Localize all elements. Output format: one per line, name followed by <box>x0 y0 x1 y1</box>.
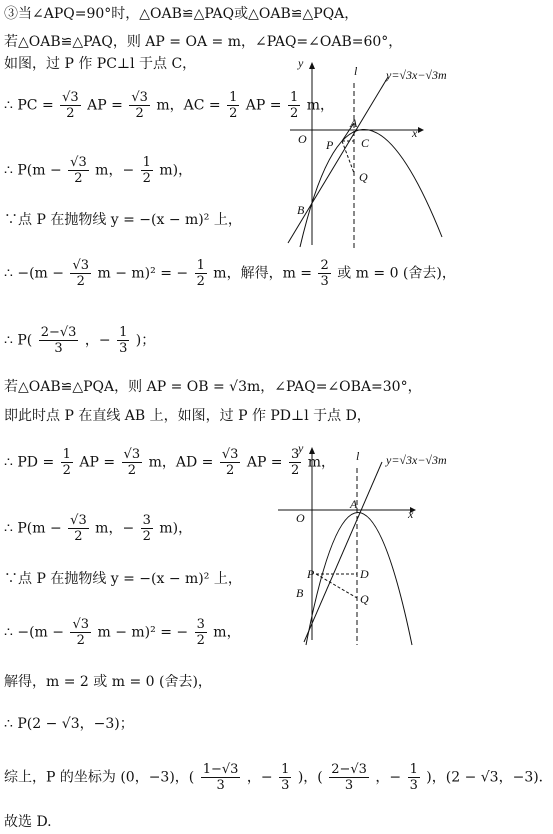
denominator: 2 <box>289 106 299 121</box>
numerator: 1 <box>62 447 71 462</box>
denominator: 2 <box>127 463 136 478</box>
text: m，AD = <box>148 454 214 471</box>
denominator: 3 <box>216 778 225 793</box>
fraction <box>220 447 241 478</box>
numerator: 1 <box>119 325 128 340</box>
numerator: 3 <box>196 617 205 632</box>
label-line-eq: y=√3x−√3m <box>386 68 447 82</box>
fraction <box>227 90 239 121</box>
text: 或 m = 0 (舍去)， <box>337 265 456 282</box>
text: )； <box>135 332 156 349</box>
denominator: 2 <box>76 633 85 648</box>
numerator: √3 <box>123 447 141 462</box>
fraction <box>60 90 81 121</box>
denominator: 2 <box>229 106 238 121</box>
text-line-16: ∴ P(2 − √3，−3)； <box>4 716 134 732</box>
denominator: 3 <box>409 778 418 793</box>
text: m， <box>307 454 336 471</box>
fraction <box>61 447 73 478</box>
text-line-2: 若△OAB≌△PAQ，则 AP = OA = m，∠PAQ=∠OAB=60°， <box>4 34 403 50</box>
numerator: 1 <box>142 155 151 170</box>
numerator: 2−√3 <box>331 762 367 777</box>
denominator: 2 <box>291 463 300 478</box>
numerator: 3 <box>142 513 151 528</box>
label-x: x <box>408 507 414 521</box>
text: ∴ PC = <box>4 97 54 114</box>
text-line-6: ∵点 P 在抛物线 y = −(x − m)² 上， <box>4 212 242 228</box>
text: ∴ P(m − <box>4 520 62 537</box>
text: AP = <box>87 97 123 114</box>
fraction <box>122 447 143 478</box>
text: m − m)² = − <box>97 624 189 641</box>
fraction <box>39 325 79 356</box>
label-l: l <box>356 449 360 463</box>
text-line-5 <box>4 155 192 186</box>
label-o: O <box>296 511 305 525</box>
label-c: C <box>361 136 370 150</box>
fraction <box>279 762 291 793</box>
denominator: 2 <box>66 106 75 121</box>
denominator: 2 <box>196 274 205 289</box>
numerator: 1 <box>196 258 205 273</box>
fraction <box>117 325 129 356</box>
y-axis-arrow-icon <box>309 62 315 69</box>
text: )，(2 − √3，−3)． <box>426 769 553 786</box>
text-line-7 <box>4 258 456 289</box>
text: m， <box>213 624 241 641</box>
text-line-9: 若△OAB≌△PQA，则 AP = OB = √3m，∠PAQ=∠OBA=30°， <box>4 379 422 395</box>
text-line-13: ∵点 P 在抛物线 y = −(x − m)² 上， <box>4 571 242 587</box>
label-a: A <box>350 497 358 511</box>
fraction <box>329 762 369 793</box>
fraction <box>129 90 150 121</box>
text: m，− <box>95 162 135 179</box>
text: m − m)² = − <box>97 265 189 282</box>
label-p: P <box>307 567 315 581</box>
numerator: √3 <box>72 258 90 273</box>
denominator: 3 <box>119 341 128 356</box>
fraction <box>68 513 89 544</box>
text: ，− <box>375 769 402 786</box>
segment-pq <box>342 141 354 173</box>
label-y: y <box>298 56 304 70</box>
text-line-8 <box>4 325 155 356</box>
label-y: y <box>298 441 304 455</box>
denominator: 3 <box>281 778 290 793</box>
numerator: 1 <box>281 762 290 777</box>
text-line-14 <box>4 617 241 648</box>
text: ∴ −(m − <box>4 624 65 641</box>
text-line-15: 解得，m = 2 或 m = 0 (舍去)， <box>4 674 212 690</box>
segment-pq <box>316 574 357 598</box>
label-p: P <box>326 138 334 152</box>
line-ab <box>304 462 382 642</box>
text-line-12 <box>4 513 192 544</box>
denominator: 2 <box>142 529 151 544</box>
numerator: 2−√3 <box>40 325 77 340</box>
denominator: 2 <box>225 463 235 478</box>
text: ，− <box>246 769 273 786</box>
denominator: 2 <box>142 171 151 186</box>
fraction <box>195 258 207 289</box>
numerator: 1 <box>289 90 299 105</box>
text: ∴ P(m − <box>4 162 62 179</box>
numerator: √3 <box>62 90 79 105</box>
figure-2 <box>272 440 472 650</box>
text: ∴ P( <box>4 332 33 349</box>
denominator: 2 <box>62 463 71 478</box>
denominator: 2 <box>74 171 83 186</box>
text: AP = <box>79 454 116 471</box>
line-ab <box>288 77 388 243</box>
label-b: B <box>297 203 305 217</box>
numerator: 1 <box>229 90 238 105</box>
fraction <box>318 258 330 289</box>
denominator: 3 <box>344 778 354 793</box>
text: AP = <box>246 454 283 471</box>
numerator: √3 <box>131 90 148 105</box>
label-a: A <box>350 116 358 130</box>
label-d: D <box>360 567 369 581</box>
x-axis-arrow-icon <box>418 127 424 133</box>
fraction <box>141 155 153 186</box>
text: 综上，P 的坐标为 (0，−3)，( <box>4 769 195 786</box>
denominator: 2 <box>135 106 144 121</box>
fraction <box>141 513 153 544</box>
label-l: l <box>354 64 358 78</box>
numerator: 1 <box>409 762 418 777</box>
label-q: Q <box>359 170 368 184</box>
label-x: x <box>412 126 418 140</box>
text: m，解得，m = <box>213 265 313 282</box>
denominator: 3 <box>54 341 63 356</box>
text: m，− <box>95 520 135 537</box>
numerator: 3 <box>291 447 300 462</box>
figure-1 <box>270 55 480 255</box>
numerator: √3 <box>70 513 87 528</box>
text-line-17 <box>4 762 553 793</box>
fraction <box>68 155 89 186</box>
text: m)， <box>159 520 193 537</box>
numerator: √3 <box>72 617 90 632</box>
text-line-1: ③当∠APQ=90°时，△OAB≌△PAQ或△OAB≌△PQA， <box>4 6 359 22</box>
label-o: O <box>298 132 307 146</box>
denominator: 2 <box>76 274 85 289</box>
text: )，( <box>297 769 323 786</box>
text-line-10: 即此时点 P 在直线 AB 上，如图，过 P 作 PD⊥l 于点 D， <box>4 408 371 424</box>
text: ∴ PD = <box>4 454 55 471</box>
text-line-3: 如图，过 P 作 PC⊥l 于点 C， <box>4 56 197 72</box>
label-b: B <box>296 586 304 600</box>
numerator: √3 <box>70 155 87 170</box>
parabola <box>306 513 412 646</box>
fraction <box>408 762 420 793</box>
denominator: 2 <box>196 633 205 648</box>
label-line-eq: y=√3x−√3m <box>386 453 447 467</box>
text-line-18: 故选 D. <box>4 814 52 830</box>
fraction <box>201 762 241 793</box>
fraction <box>70 258 91 289</box>
numerator: 1−√3 <box>202 762 239 777</box>
denominator: 3 <box>320 274 329 289</box>
text: AP = <box>245 97 282 114</box>
denominator: 2 <box>74 529 83 544</box>
fraction <box>195 617 207 648</box>
y-axis-arrow-icon <box>309 447 315 454</box>
numerator: 2 <box>320 258 329 273</box>
text: ，− <box>84 332 111 349</box>
text: m，AC = <box>156 97 221 114</box>
fraction <box>70 617 91 648</box>
text: m， <box>306 97 334 114</box>
text: ∴ −(m − <box>4 265 65 282</box>
numerator: √3 <box>221 447 239 462</box>
text: m)， <box>159 162 193 179</box>
label-q: Q <box>360 592 369 606</box>
